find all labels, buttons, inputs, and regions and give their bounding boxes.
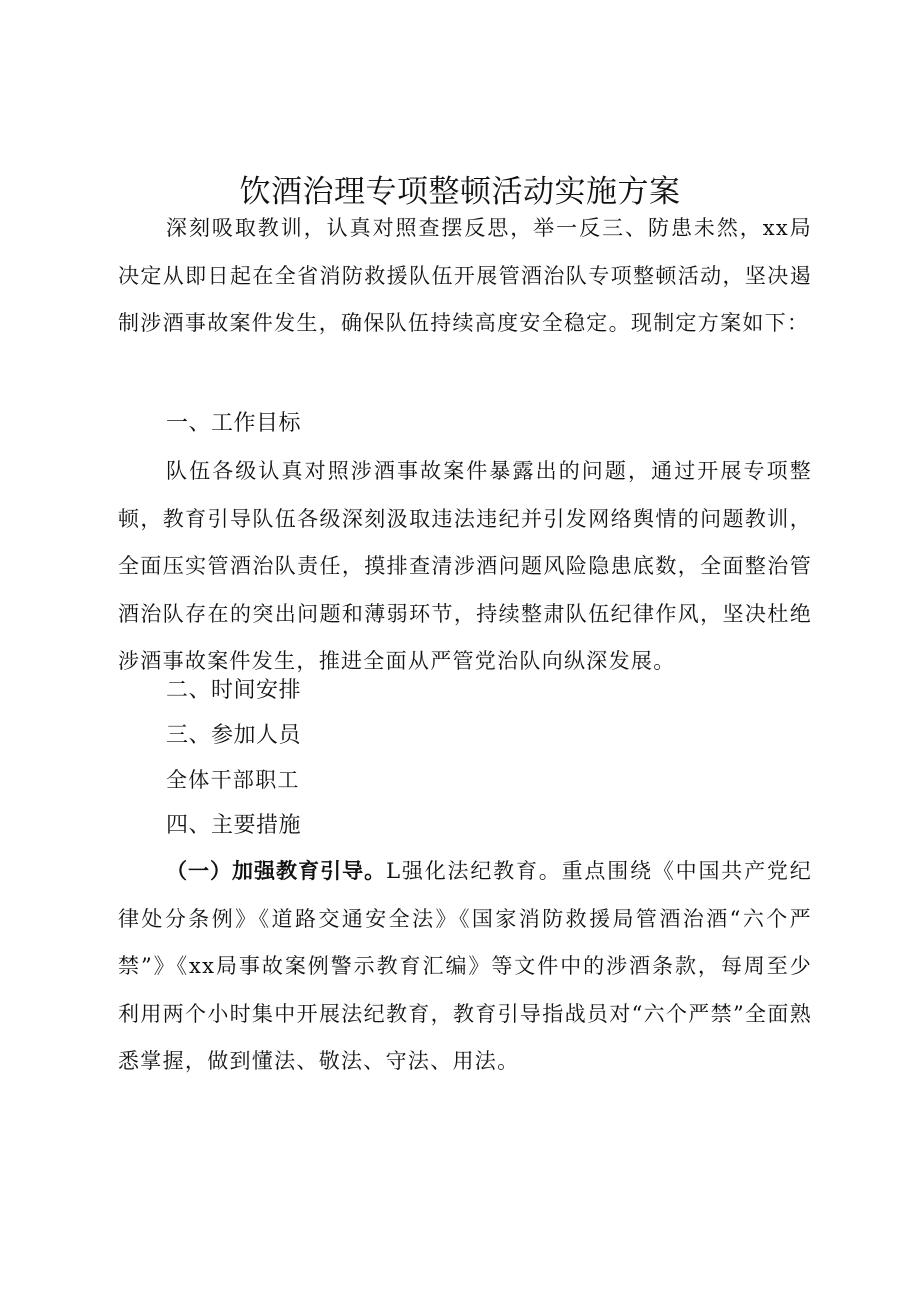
document-title: 饮酒治理专项整顿活动实施方案 [239, 174, 681, 210]
section-heading-measures: 四、主要措施 [166, 813, 302, 838]
section-heading-schedule: 二、时间安排 [166, 678, 302, 703]
intro-paragraph: 深刻吸取教训，认真对照查摆反思，举一反三、防患未然，xx局决定从即日起在全省消防救援队伍开展管酒治队专项整顿活动，坚决遏制涉酒事故案件发生，确保队伍持续高度安全稳定。现制定方案如下： [118, 216, 812, 335]
goals-paragraph: 队伍各级认真对照涉酒事故案件暴露出的问题，通过开展专项整顿，教育引导队伍各级深刻汲取违法违纪并引发网络舆情的问题教训，全面压实管酒治队责任，摸排查清涉酒问题风险隐患底数，全面整治管酒治队存在的突出问题和薄弱环节，持续整肃队伍纪律作风，坚决杜绝涉酒事故案件发生，推进全面从严管党治队向纵深发展。 [118, 459, 812, 673]
measure-body: L强化法纪教育。重点围绕《中国共产党纪律处分条例》《道路交通安全法》《国家消防救援局管酒治酒“六个严禁”》《xx局事故案例警示教育汇编》等文件中的涉酒条款，每周至少利用两个小时集中开展法纪教育，教育引导指战员对“六个严禁”全面熟悉掌握，做到懂法、敬法、守法、用法。 [118, 859, 812, 1073]
section-heading-goals: 一、工作目标 [166, 411, 302, 436]
section-heading-participants: 三、参加人员 [166, 723, 302, 748]
participants-text: 全体干部职工 [166, 768, 300, 792]
measures-paragraph [118, 848, 812, 1086]
measure-lead: （一）加强教育引导。 [166, 859, 387, 883]
